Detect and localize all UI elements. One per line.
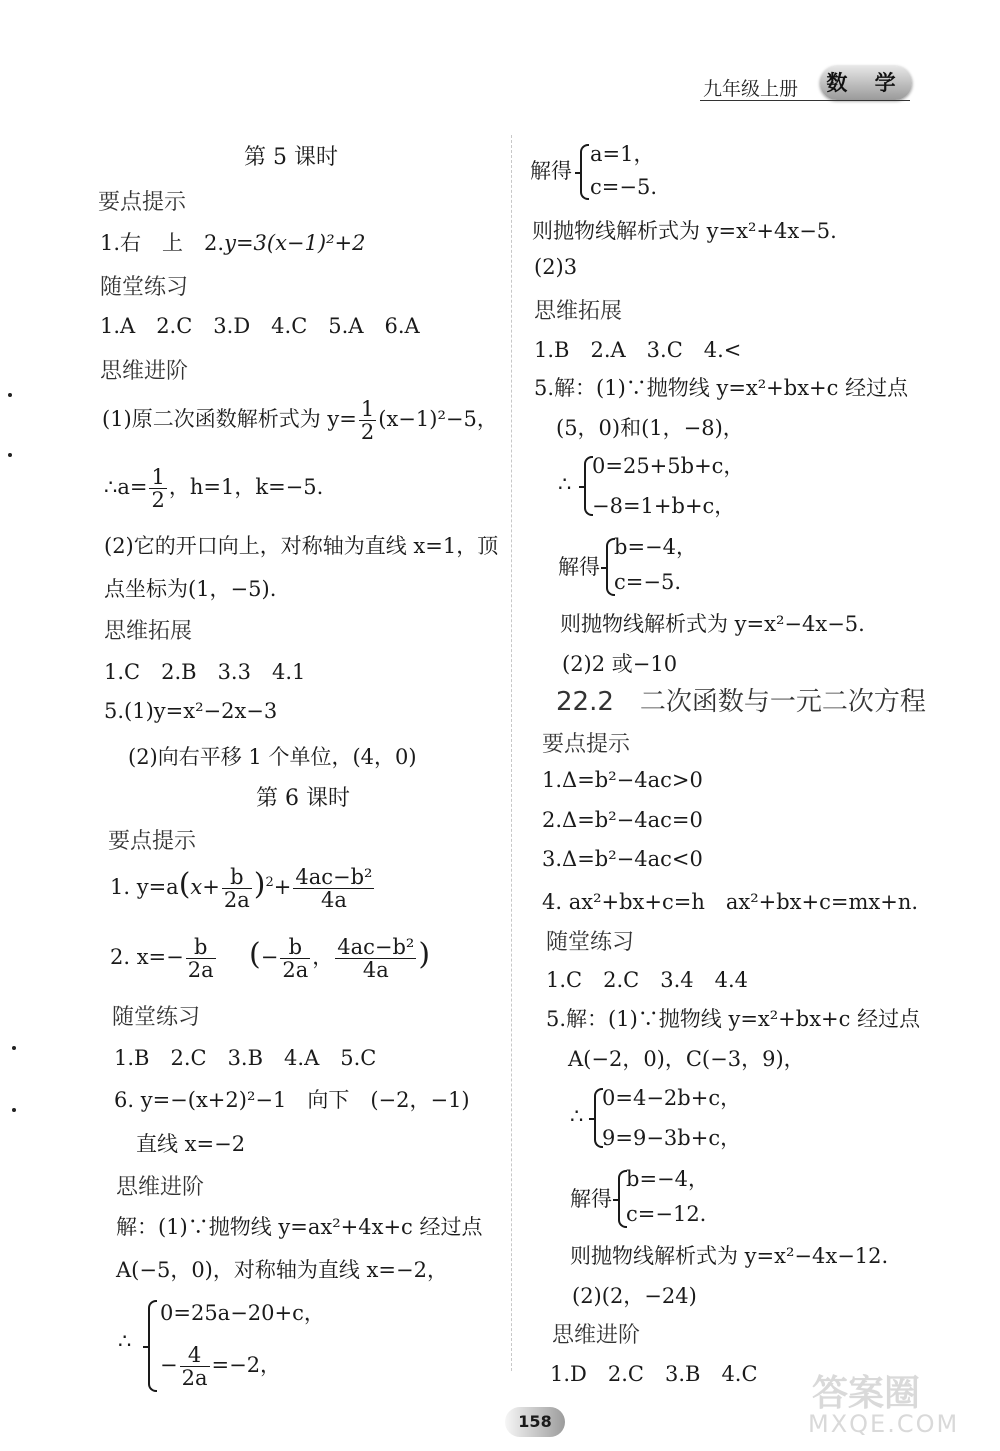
section-title: 22.2 二次函数与一元二次方程 (556, 687, 926, 717)
answer-line: 5.解：(1)∵抛物线 y=x²+bx+c 经过点 (534, 376, 909, 400)
answer-line: 点坐标为(1，−5). (104, 577, 277, 601)
answer-line: (2)3 (534, 255, 578, 279)
section-heading: 随堂练习 (112, 1005, 201, 1030)
answer-line: 2.Δ=b²−4ac=0 (542, 808, 703, 832)
system-equation: 0=25a−20+c， (160, 1301, 325, 1325)
answer-line: 5.解：(1)∵抛物线 y=x²+bx+c 经过点 (546, 1007, 921, 1031)
section-heading: 思维拓展 (104, 619, 193, 644)
formula-line: 2. x=− $\frac{b}{2a}$ (− $\frac{b}{2a}$ ， $\frac{\text{4ac−b²}}{4a}$ ) (110, 935, 431, 983)
answer-line: (2)它的开口向上，对称轴为直线 x=1，顶 (104, 534, 499, 558)
answer-line: 则抛物线解析式为 y=x²−4x−5. (560, 612, 865, 636)
answer-line: 1.C 2.C 3.4 4.4 (546, 968, 749, 992)
section-heading: 随堂练习 (100, 275, 189, 300)
therefore-symbol: ∴ (558, 472, 572, 496)
system-brace (580, 144, 589, 200)
lesson-5-title: 第 5 课时 (244, 145, 338, 170)
answer-line: (1)原二次函数解析式为 y= $\frac{1}{2}$ (x−1)²−5， (102, 397, 498, 445)
section-heading: 随堂练习 (546, 930, 635, 955)
answer-line: 1.D 2.C 3.B 4.C (550, 1362, 758, 1386)
margin-dot (8, 393, 12, 397)
section-heading: 思维拓展 (534, 299, 623, 324)
answer-line: 3.Δ=b²−4ac<0 (542, 847, 703, 871)
answer-line: 1.B 2.C 3.B 4.A 5.C (114, 1046, 377, 1070)
system-equation: 9=9−3b+c， (602, 1126, 742, 1150)
answer-line: 则抛物线解析式为 y=x²+4x−5. (532, 219, 837, 243)
solve-label: 解得 (558, 555, 600, 579)
answer-line: 1.A 2.C 3.D 4.C 5.A 6.A (100, 314, 420, 338)
answer-line: (2)向右平移 1 个单位，(4，0) (128, 745, 417, 769)
system-brace (148, 1300, 157, 1392)
margin-dot (12, 1046, 16, 1050)
grade-label: 九年级上册 (703, 78, 799, 100)
formula-line: 1. y=a(x+ $\frac{b}{2a}$ )$^2$+ $\frac{\text{4ac−b²}}{4a}$ (110, 865, 373, 913)
section-heading: 思维进阶 (100, 359, 189, 384)
answer-line: 则抛物线解析式为 y=x²−4x−12. (570, 1244, 889, 1268)
margin-dot (8, 453, 12, 457)
section-heading: 要点提示 (542, 732, 631, 757)
system-equation: b=−4， (626, 1167, 709, 1191)
header-rule (700, 100, 910, 101)
system-equation: − $\frac{4}{2a}$ =−2， (160, 1343, 282, 1391)
system-equation: 0=4−2b+c， (602, 1086, 742, 1110)
system-equation: −8=1+b+c， (592, 494, 736, 518)
answer-line: 解：(1)∵抛物线 y=ax²+4x+c 经过点 (116, 1215, 483, 1239)
section-heading: 要点提示 (98, 190, 187, 215)
answer-line: 1.B 2.A 3.C 4.< (534, 338, 742, 362)
answer-line: 1.C 2.B 3.3 4.1 (104, 660, 306, 684)
therefore-symbol: ∴ (118, 1329, 132, 1353)
system-equation: c=−12. (626, 1202, 707, 1226)
answer-line: (2)(2，−24) (572, 1284, 697, 1308)
watermark-logo: 答案圈 (812, 1373, 921, 1414)
answer-line: (5，0)和(1，−8)， (556, 416, 744, 440)
page-number: 158 (505, 1407, 565, 1437)
answer-line: A(−5，0)，对称轴为直线 x=−2， (116, 1258, 448, 1282)
watermark-site: MXQE.COM (808, 1410, 960, 1438)
subject-badge: 数 学 (820, 66, 912, 100)
answer-line: (2)2 或−10 (562, 652, 678, 676)
answer-line: 6. y=−(x+2)²−1 向下 (−2，−1) (114, 1088, 470, 1112)
system-equation: b=−4， (614, 535, 697, 559)
answer-line: 1.Δ=b²−4ac>0 (542, 768, 703, 792)
answer-line: 4. ax²+bx+c=h ax²+bx+c=mx+n. (542, 890, 919, 914)
answer-line: A(−2，0)，C(−3，9)， (568, 1047, 805, 1071)
section-heading: 思维进阶 (116, 1175, 205, 1200)
section-heading: 要点提示 (108, 829, 197, 854)
section-heading: 思维进阶 (552, 1323, 641, 1348)
answer-line: 直线 x=−2 (136, 1132, 246, 1156)
lesson-6-title: 第 6 课时 (256, 786, 350, 811)
system-equation: c=−5. (614, 570, 681, 594)
system-equation: 0=25+5b+c， (592, 454, 745, 478)
answer-line: 5.(1)y=x²−2x−3 (104, 699, 278, 723)
column-divider (511, 135, 512, 1371)
system-equation: c=−5. (590, 175, 657, 199)
solve-label: 解得 (530, 159, 572, 183)
margin-dot (12, 1108, 16, 1112)
answer-line: ∴a= $\frac{1}{2}$ ，h=1，k=−5. (104, 465, 324, 513)
system-equation: a=1， (590, 142, 655, 166)
answer-line: 1.右 上 2.y=3(x−1)²+2 (100, 231, 366, 255)
therefore-symbol: ∴ (570, 1104, 584, 1128)
solve-label: 解得 (570, 1187, 612, 1211)
